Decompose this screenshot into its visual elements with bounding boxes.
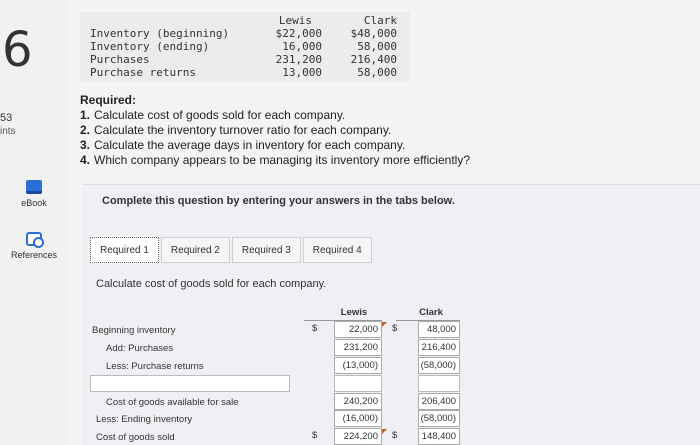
tab-required-2[interactable]: Required 2	[161, 237, 230, 263]
given-lewis-value: 231,200	[275, 53, 322, 66]
clark-beginning-inventory-input[interactable]: 48,000	[418, 321, 460, 338]
given-clark-value: 58,000	[357, 66, 397, 79]
answer-row-label: Add: Purchases	[106, 343, 174, 354]
given-data-table	[80, 12, 410, 82]
ebook-icon	[26, 180, 42, 194]
given-clark-value: 58,000	[357, 40, 397, 53]
given-lewis-value: $22,000	[275, 27, 322, 40]
given-clark-value: 216,400	[350, 53, 397, 66]
lewis-ending-inventory-input[interactable]: (16,000)	[334, 410, 382, 427]
answer-row-label: Less: Ending inventory	[96, 414, 193, 425]
given-row-label: Inventory (beginning)	[90, 27, 230, 40]
given-row-label: Purchase returns	[90, 66, 196, 79]
question-number: 6	[2, 22, 33, 78]
answer-marker-icon	[382, 429, 387, 434]
answer-panel	[82, 184, 700, 445]
answer-header-lewis: Lewis	[340, 307, 368, 318]
clark-goods-available-input[interactable]: 206,400	[418, 393, 460, 410]
given-row-label: Purchases	[90, 53, 150, 66]
clark-purchases-input[interactable]: 216,400	[418, 339, 460, 356]
required-item: 1. Calculate cost of goods sold for each company.	[80, 108, 346, 122]
lewis-purchases-input[interactable]: 231,200	[334, 339, 382, 356]
answer-row-label: Cost of goods available for sale	[106, 397, 239, 408]
references-icon	[26, 232, 42, 246]
required-item: 2. Calculate the inventory turnover ratio for each company.	[80, 123, 392, 137]
lewis-purchase-returns-input[interactable]: (13,000)	[334, 357, 382, 374]
instruction-text: Complete this question by entering your answers in the tabs below.	[102, 195, 455, 207]
clark-ending-inventory-input[interactable]: (58,000)	[418, 410, 460, 427]
required-item: 3. Calculate the average days in inventory for each company.	[80, 138, 406, 152]
left-rail	[0, 0, 66, 445]
dollar-sign: $	[312, 323, 318, 334]
lewis-cogs-input[interactable]: 224,200	[334, 428, 382, 445]
dollar-sign: $	[392, 323, 398, 334]
answer-row-label: Less: Purchase returns	[106, 361, 204, 372]
answer-row-label: Cost of goods sold	[96, 432, 175, 443]
references-button[interactable]	[6, 232, 62, 260]
points-value: 53	[0, 112, 13, 124]
dollar-sign: $	[312, 430, 318, 441]
tab-subtitle: Calculate cost of goods sold for each company.	[96, 278, 327, 290]
given-header-clark: Clark	[363, 14, 397, 27]
tab-required-4[interactable]: Required 4	[303, 237, 372, 263]
lewis-goods-available-input[interactable]: 240,200	[334, 393, 382, 410]
given-clark-value: $48,000	[350, 27, 397, 40]
answer-header-clark: Clark	[419, 307, 443, 318]
answer-row-label: Beginning inventory	[92, 325, 176, 336]
given-row-label: Inventory (ending)	[90, 40, 210, 53]
answer-marker-icon	[382, 322, 387, 327]
given-header-lewis: Lewis	[278, 14, 312, 27]
given-lewis-value: 13,000	[282, 66, 322, 79]
tab-required-3[interactable]: Required 3	[232, 237, 301, 263]
clark-cogs-input[interactable]: 148,400	[418, 428, 460, 445]
required-item: 4. Which company appears to be managing its inventory more efficiently?	[80, 153, 470, 167]
dollar-sign: $	[392, 430, 398, 441]
required-tabs	[90, 237, 374, 263]
references-label: References	[10, 250, 58, 260]
points-label: ints	[0, 126, 16, 137]
required-section	[80, 93, 470, 168]
required-title: Required:	[80, 93, 137, 107]
clark-purchase-returns-input[interactable]: (58,000)	[418, 357, 460, 374]
given-lewis-value: 16,000	[282, 40, 322, 53]
blank-clark-input[interactable]	[418, 375, 460, 392]
blank-lewis-input[interactable]	[334, 375, 382, 392]
ebook-label: eBook	[21, 198, 47, 208]
blank-label-input[interactable]	[90, 375, 290, 392]
tab-required-1[interactable]: Required 1	[90, 237, 159, 263]
lewis-beginning-inventory-input[interactable]: 22,000	[334, 321, 382, 338]
ebook-button[interactable]	[6, 180, 62, 208]
